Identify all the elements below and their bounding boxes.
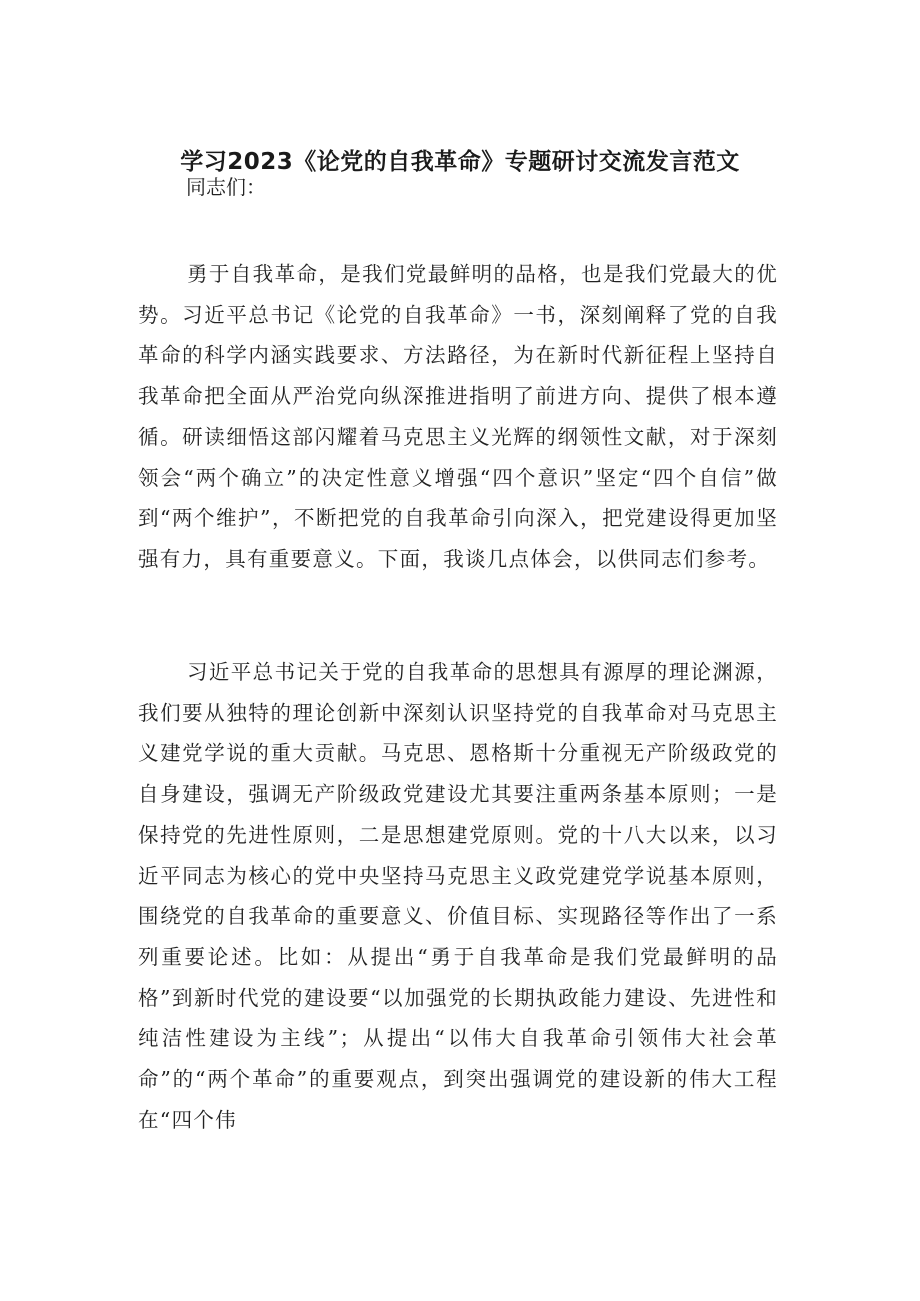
salutation: 同志们： <box>186 175 266 199</box>
paragraph-1: 勇于自我革命，是我们党最鲜明的品格，也是我们党最大的优势。习近平总书记《论党的自我革命》一书，深刻阐释了党的自我革命的科学内涵实践要求、方法路径，为在新时代新征程上坚持自我革命把全面从严治党向纵深推进指明了前进方向、提供了根本遵循。研读细悟这部闪耀着马克思主义光辉的纲领性文献，对于深刻领会“两个确立”的决定性意义增强“四个意识”坚定“四个自信”做到“两个维护”，不断把党的自我革命引向深入，把党建设得更加坚强有力，具有重要意义。下面，我谈几点体会，以供同志们参考。 <box>138 262 778 571</box>
document-title: 学习2023《论党的自我革命》专题研讨交流发言范文 <box>180 149 740 175</box>
paragraph-2: 习近平总书记关于党的自我革命的思想具有源厚的理论渊源，我们要从独特的理论创新中深刻认识坚持党的自我革命对马克思主义建党学说的重大贡献。马克思、恩格斯十分重视无产阶级政党的自身建设，强调无产阶级政党建设尤其要注重两条基本原则；一是保持党的先进性原则，二是思想建党原则。党的十八大以来，以习近平同志为核心的党中央坚持马克思主义政党建党学说基本原则，围绕党的自我革命的重要意义、价值目标、实现路径等作出了一系列重要论述。比如：从提出“勇于自我革命是我们党最鲜明的品格”到新时代党的建设要“以加强党的长期执政能力建设、先进性和纯洁性建设为主线”；从提出“以伟大自我革命引领伟大社会革命”的“两个革命”的重要观点，到突出强调党的建设新的伟大工程在“四个伟 <box>138 660 778 1132</box>
